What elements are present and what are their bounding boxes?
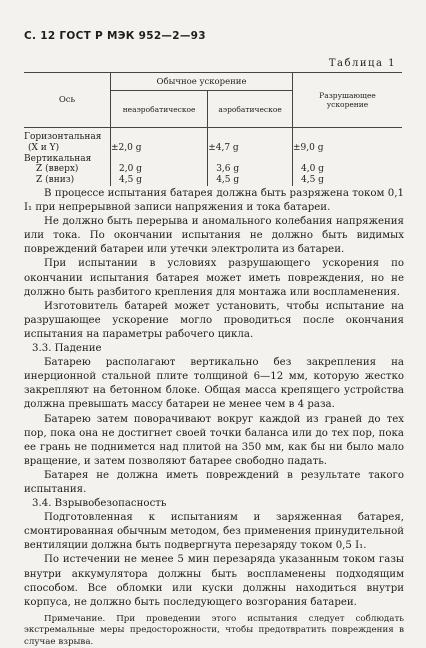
- axis-label: Z (вверх): [36, 164, 79, 175]
- column-header-axis: Ось: [24, 73, 111, 128]
- paragraph: Подготовленная к испытаниям и заряженная батарея, смонтированная обычным методом, без применения принудительной вентиляции должна быть подвергнута перезаряду током 0,5 I₁.: [24, 512, 404, 552]
- cell-value: 3,6 g: [216, 164, 240, 175]
- paragraph: Изготовитель батарей может установить, чтобы испытание на разрушающее ускорение могло проводиться после окончания испытания на параметры рабочего цикла.: [24, 300, 404, 340]
- cell-value: 2,0 g: [119, 164, 142, 175]
- paragraph: Батарею располагают вертикально без закрепления на инерционной стальной плите толщиной 6—12 мм, которую жестко закрепляют на бетонном блоке. Общая масса крепящего устройства должна превышать массу батареи не менее чем в 4 раза.: [24, 357, 404, 411]
- axis-label: Горизонтальная: [24, 132, 102, 142]
- paragraph: При испытании в условиях разрушающего ускорения по окончании испытания батарея может иметь повреждения, но не должно быть разбитого крепления для монтажа или воспламенения.: [24, 258, 404, 298]
- axis-label: (X и Y): [28, 142, 60, 153]
- paragraph: По истечении не менее 5 мин перезаряда указанным током газы внутри аккумулятора должны быть воспламенены подходящим способом. Все обломки или куски должны находиться внутри корпуса, не должно быть последующего возгорания батареи.: [24, 554, 404, 608]
- paragraph: Батарея не должна иметь повреждений в результате такого испытания.: [24, 469, 404, 495]
- column-header-destructive: Разрушающее ускорение: [293, 73, 403, 128]
- cell-value: 4,0 g: [301, 164, 324, 175]
- section-heading-3-3: 3.3. Падение: [32, 343, 102, 355]
- cell-value: 4,5 g: [119, 175, 142, 186]
- paragraph: Батарею затем поворачивают вокруг каждой из граней до тех пор, пока она не достигнет своей точки баланса или до тех пор, пока ее грань не поднимется над плитой на 350 мм, как бы ни было мало вращение, и затем позволяют батарее свободно падать.: [24, 413, 404, 467]
- cell-value: 4,5 g: [216, 175, 240, 186]
- paragraph: Не должно быть перерыва и аномального колебания напряжения или тока. По окончании испытания не должно быть видимых повреждений батареи или утечки электролита из батареи.: [24, 216, 404, 256]
- cell-value: ±9,0 g: [293, 142, 324, 153]
- section-heading-3-4: 3.4. Взрывобезопасность: [32, 498, 167, 510]
- body-text: [24, 187, 404, 648]
- cell-value: ±2,0 g: [111, 142, 142, 153]
- acceleration-table: [24, 72, 402, 186]
- note: Примечание. При проведении этого испытания следует соблюдать экстремальные меры предосторожности, чтобы предотвратить повреждения в случае взрыва.: [24, 613, 404, 647]
- axis-label: Вертикальная: [24, 153, 92, 164]
- column-header-nonaerobatic: неаэробатическое: [111, 91, 208, 128]
- paragraph: В процессе испытания батарея должна быть разряжена током 0,1 I₁ при непрерывной записи напряжения и тока батареи.: [24, 188, 404, 214]
- page-header: С. 12 ГОСТ Р МЭК 952—2—93: [24, 30, 206, 42]
- column-group-normal-acceleration: Обычное ускорение: [111, 73, 293, 91]
- axis-label: Z (вниз): [36, 175, 75, 186]
- table-label: Таблица 1: [328, 58, 396, 69]
- cell-value: ±4,7 g: [208, 142, 239, 153]
- cell-value: 4,5 g: [301, 175, 324, 186]
- table-body-row: [24, 128, 402, 186]
- column-header-aerobatic: аэробатическое: [208, 91, 293, 128]
